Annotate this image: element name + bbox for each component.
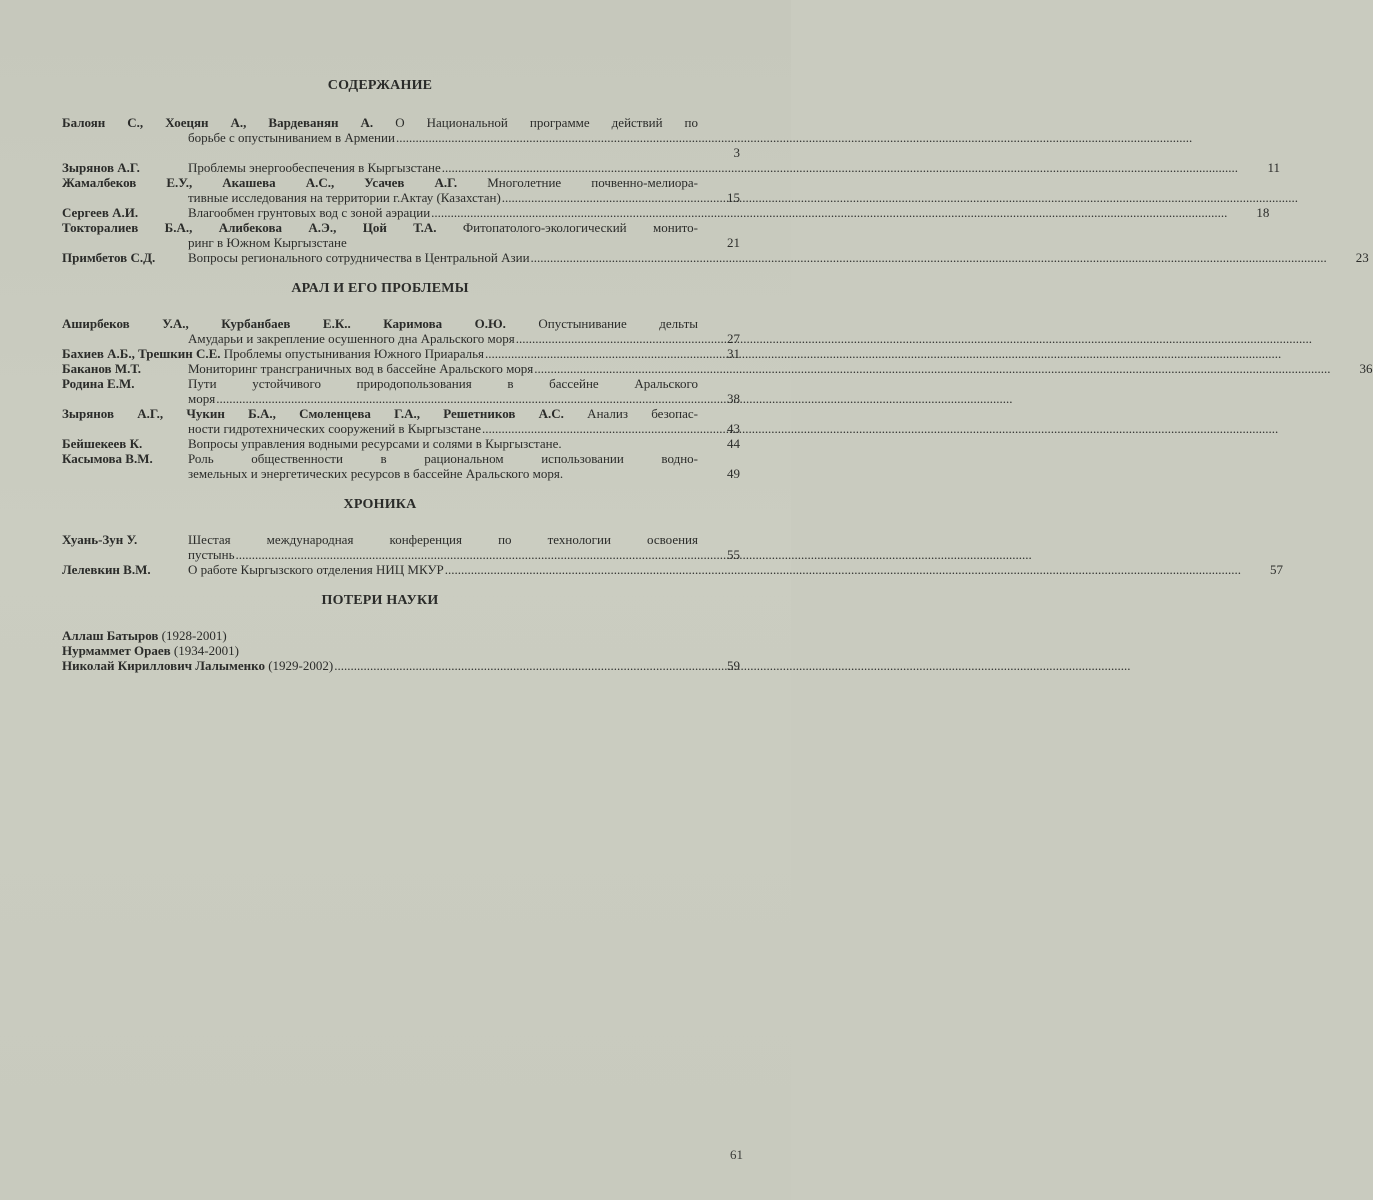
- toc-entry: Зырянов А.Г., Чукин Б.А., Смоленцева Г.А., Решетников А.С. Анализ безопас- ности гидротехнических сооружений в Кыргызстане ..... 43: [62, 406, 698, 436]
- toc-entry: Бейшекеев К. Вопросы управления водными ресурсами и солями в Кыргызстане. 44: [62, 436, 740, 451]
- toc-entry: Зырянов А.Г. Проблемы энергообеспечения в Кыргызстане ..... 11: [62, 160, 698, 175]
- toc-entry: Родина Е.М. Пути устойчивого природопользования в бассейне Аральского моря ..... 38: [62, 376, 698, 406]
- toc-entry: Нурмаммет Ораев (1934-2001): [62, 643, 239, 658]
- toc-entry: Аширбеков У.А., Курбанбаев Е.К.. Каримова О.Ю. Опустынивание дельты Амударьи и закрепление осушенного дна Аральского моря ..... 27: [62, 316, 698, 346]
- toc-entry: Сергеев А.И. Влагообмен грунтовых вод с зоной аэрации ..... 18: [62, 205, 698, 220]
- table-of-contents: [62, 78, 1373, 673]
- toc-entry: Балоян С., Хоецян А., Вардеванян А. О Национальной программе действий по борьбе с опустыниванием в Армении ..... 3: [62, 115, 698, 160]
- toc-entry: Баканов М.Т. Мониторинг трансграничных вод в бассейне Аральского моря ..... 36: [62, 361, 698, 376]
- section-heading-aral: АРАЛ И ЕГО ПРОБЛЕМЫ: [291, 281, 469, 296]
- toc-entry: Примбетов С.Д. Вопросы регионального сотрудничества в Центральной Азии ..... 23: [62, 250, 698, 265]
- section-heading-losses: ПОТЕРИ НАУКИ: [321, 593, 439, 608]
- toc-entry: Бахиев А.Б., Трешкин С.Е. Проблемы опустынивания Южного Приаралья ..... 31: [62, 346, 698, 361]
- toc-entry: Хуань-Зун У. Шестая международная конференция по технологии освоения пустынь ..... 55: [62, 532, 698, 562]
- toc-entry: Аллаш Батыров (1928-2001): [62, 628, 227, 643]
- toc-entry: Лелевкин В.М. О работе Кыргызского отделения НИЦ МКУР ..... 57: [62, 562, 698, 577]
- toc-entry: Жамалбеков Е.У., Акашева А.С., Усачев А.Г. Многолетние почвенно-мелиора- тивные исследования на территории г.Актау (Казахстан) ..... 15: [62, 175, 698, 205]
- toc-entry: Николай Кириллович Лалыменко (1929-2002) ..... 59: [62, 658, 698, 673]
- section-heading-chronicle: ХРОНИКА: [343, 497, 417, 512]
- page-number: 61: [730, 1147, 743, 1162]
- toc-entry: Касымова В.М. Роль общественности в рациональном использовании водно- земельных и энергетических ресурсов в бассейне Аральского моря. 49: [62, 451, 740, 481]
- toc-entry: Токторалиев Б.А., Алибекова А.Э., Цой Т.А. Фитопатолого-экологический монито- ринг в Южном Кыргызстане 21: [62, 220, 740, 250]
- section-heading-contents: СОДЕРЖАНИЕ: [327, 78, 433, 93]
